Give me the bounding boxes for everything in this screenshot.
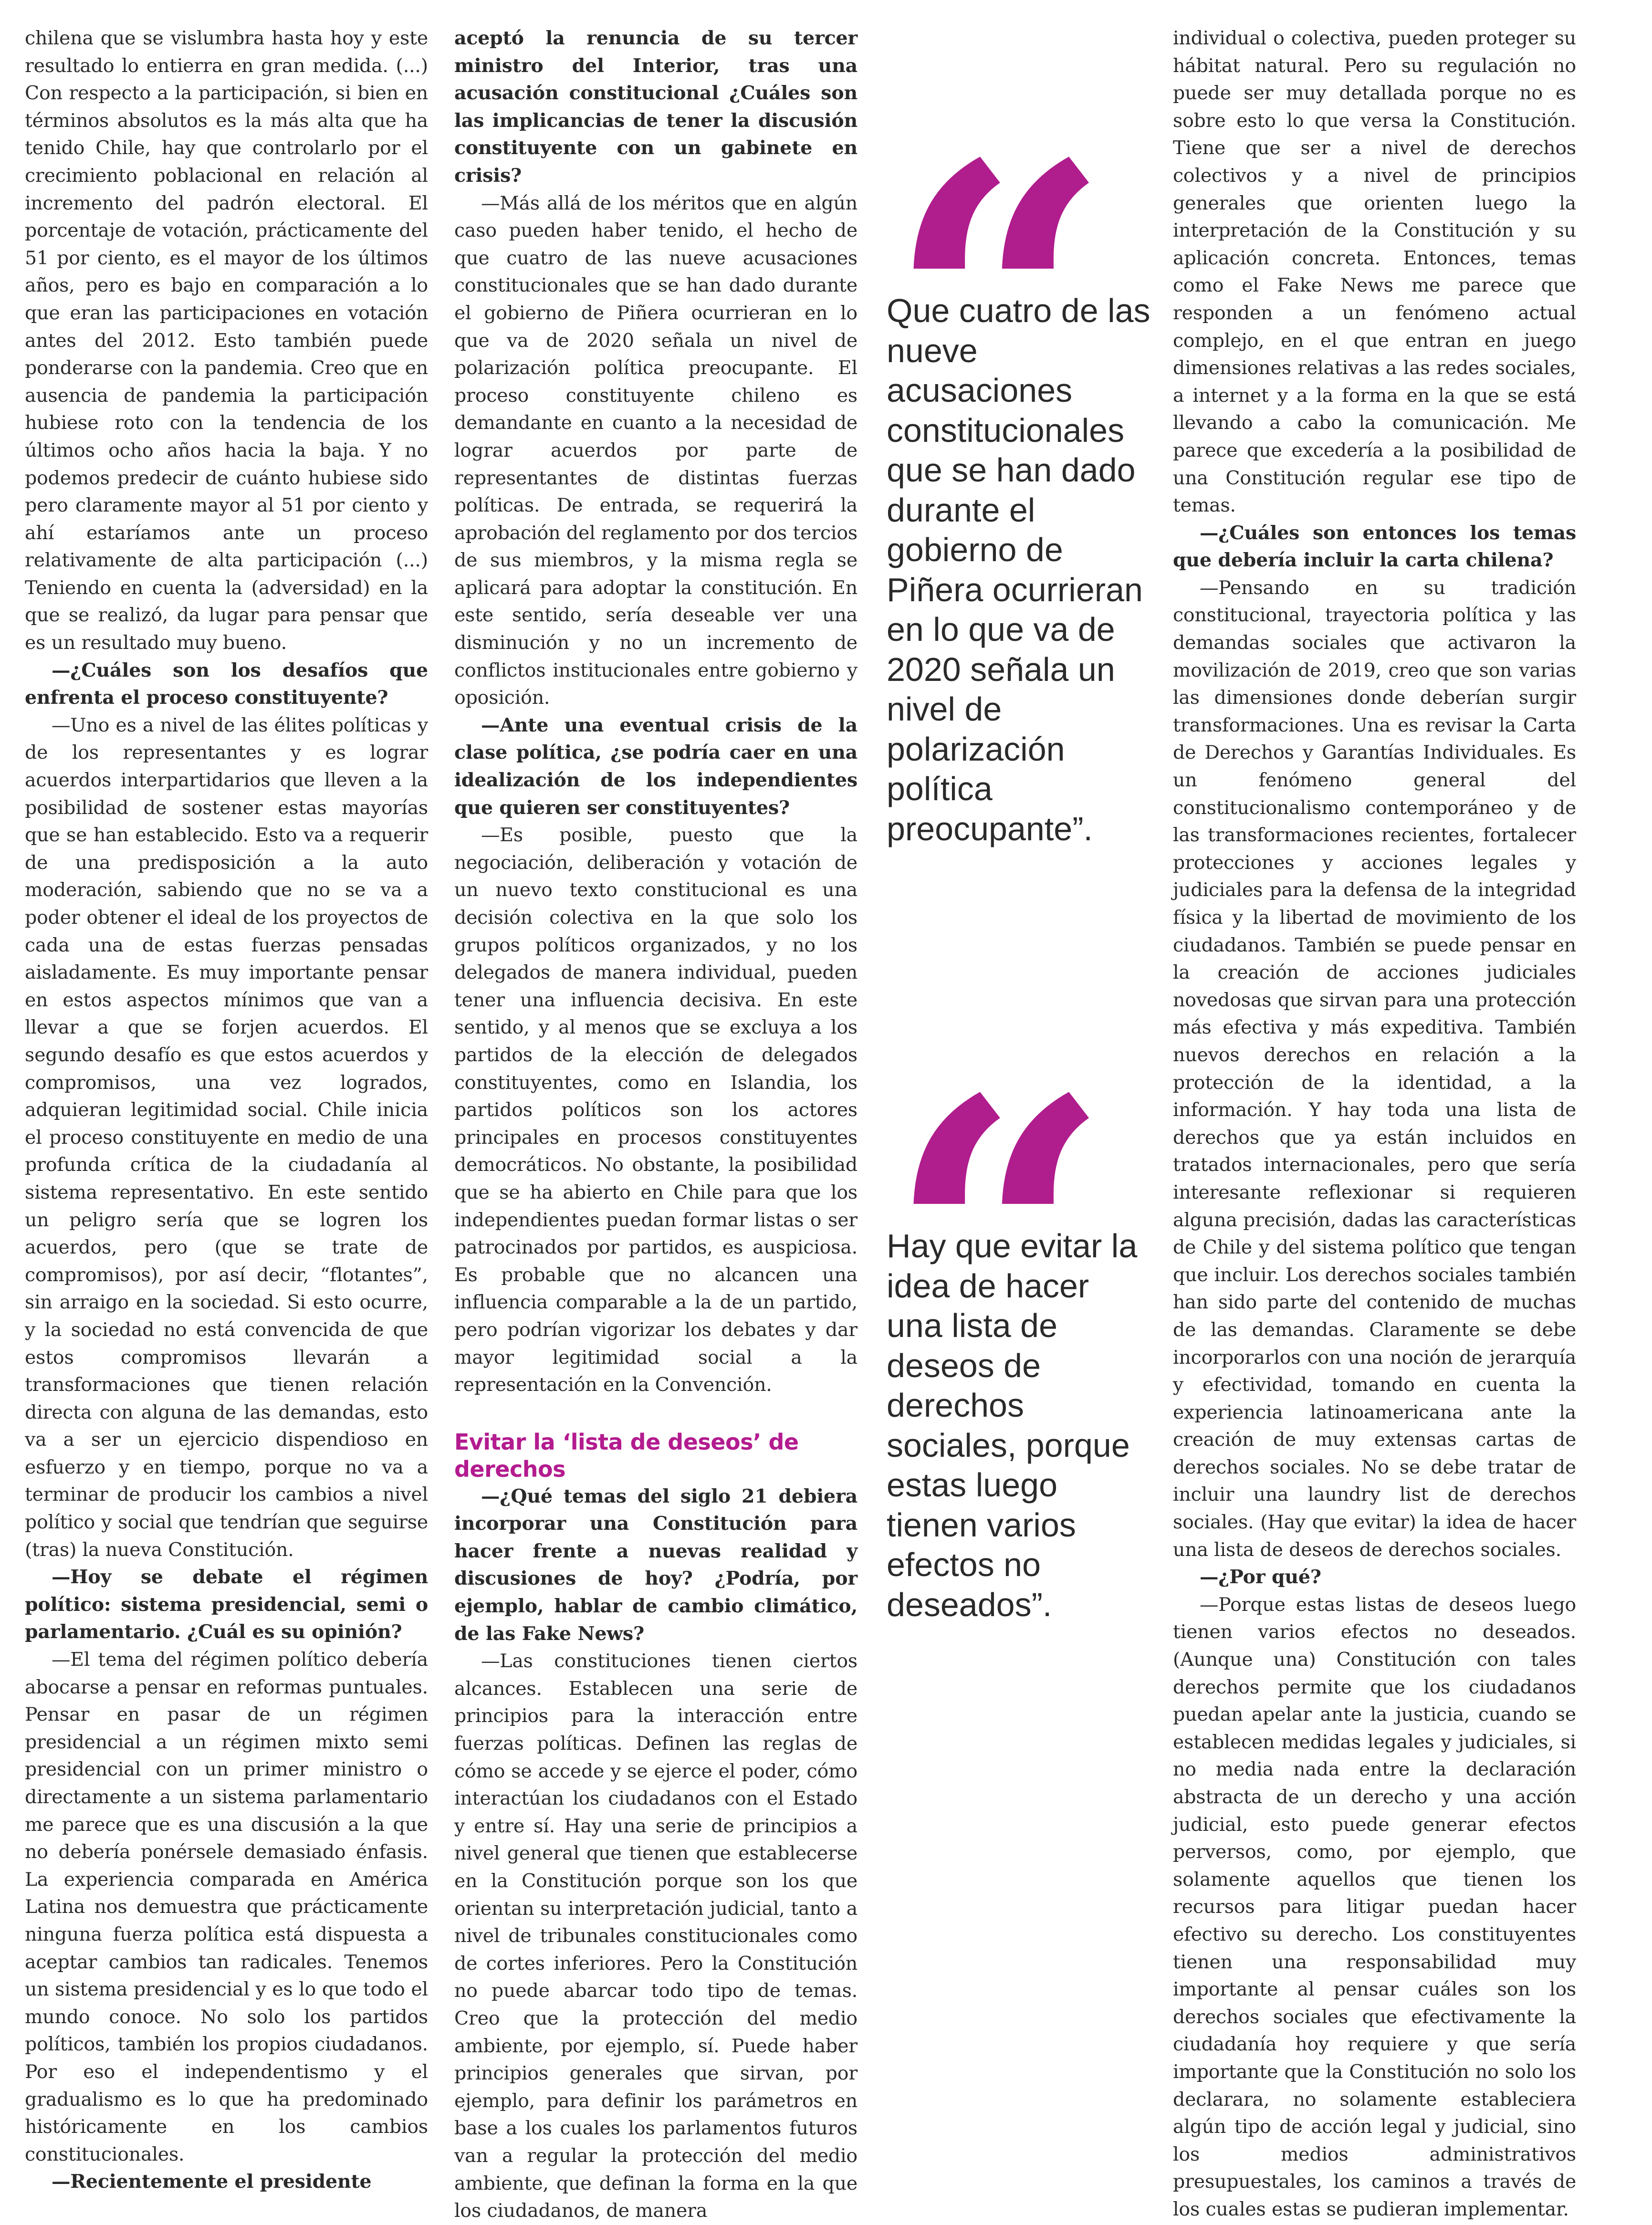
quotation-mark-icon [887,115,1154,291]
interview-answer: —Uno es a nivel de las élites políticas y de los representantes y es lograr acuerdos interpartidarios que lleven a la posibilidad de sostener estas mayorías que se han establecido. Esto va a requerir de una predisposición a la auto moderación, sabiendo que no se va a poder obtener el ideal de los proyectos de cada una de estas fuerzas pensadas aisladamente. Es muy importante pensar en estos aspectos mínimos que van a llevar a que se forjen acuerdos. El segundo desafío es que estos acuerdos y compromisos, una vez logrados, adquieran legitimidad social. Chile inicia el proceso constituyente en medio de una profunda crítica de la ciudadanía al sistema representativo. En este sentido un peligro sería que se logren los acuerdos, pero (que se trate de compromisos), por así decir, “flotantes”, sin arraigo en la sociedad. Si esto ocurre, y la sociedad no está convencida de que estos compromisos llevarán a transformaciones que tienen relación directa con alguna de las demandas, esto va a ser un ejercicio dispendioso en esfuerzo y en tiempo, porque no va a terminar de producir los cambios a nivel político y social que tendrían que seguirse (tras) la nueva Constitución. [25,714,428,1561]
interview-question: —Recientemente el presidente [52,2171,372,2193]
interview-answer: —Es posible, puesto que la negociación, deliberación y votación de un nuevo texto constitucional es una decisión colectiva en la que solo los grupos políticos organizados, y no los delegados de manera individual, pueden tener una influencia decisiva. En este sentido, y al menos que se excluya a los partidos de la elección de delegados constituyentes, como en Islandia, los partidos políticos son los actores principales en procesos constituyentes democráticos. No obstante, la posibilidad que se ha abierto en Chile para que los independientes puedan formar listas o ser patrocinados por partidos, es auspiciosa. Es probable que no alcancen una influencia comparable a la de un partido, pero podrían vigorizar los debates y dar mayor legitimidad social a la representación en la Convención. [454,824,857,1396]
interview-answer: —Las constituciones tienen ciertos alcances. Establecen una serie de principios para la interacción entre fuerzas políticas. Definen las reglas de cómo se accede y se ejerce el poder, cómo interactúan los ciudadanos con el Estado y entre sí. Hay una serie de principios a nivel general que tienen que establecerse en la Constitución porque son los que orientan su interpretación judicial, tanto a nivel de tribunales constitucionales como de cortes inferiores. Pero la Constitución no puede abarcar todo tipo de temas. Creo que la protección del medio ambiente, por ejemplo, sí. Puede haber principios generales que sirvan, por ejemplo, para definir los parámetros en base a los cuales los parlamentos futuros van a regular la protección del medio ambiente, que definan la forma en la que los ciudadanos, de manera [454,1650,857,2222]
pull-quote-2 [887,1050,1154,1625]
article-column-2 [454,25,857,2225]
interview-answer: —Pensando en su tradición constitucional, trayectoria política y las demandas sociales que activaron la movilización de 2019, creo que son varias las dimensiones donde deberían surgir transformaciones. Una es revisar la Carta de Derechos y Garantías Individuales. Es un fenómeno general del constitucionalismo contemporáneo y de las transformaciones recientes, fortalecer protecciones y acciones legales y judiciales para la defensa de la integridad física y la libertad de movimiento de los ciudadanos. También se puede pensar en la creación de acciones judiciales novedosas que sirvan para una protección más efectiva y más expeditiva. También nuevos derechos en relación a la protección de la identidad, a la información. Y hay toda una lista de derechos que ya están incluidos en tratados internacionales, pero que sería interesante reflexionar si requieren alguna precisión, dadas las características de Chile y del sistema político que tengan que incluir. Los derechos sociales también han sido parte del contenido de muchas de las demandas. Claramente se debe incorporarlos con una noción de jerarquía y efectividad, tomando en cuenta la experiencia latinoamericana ante la creación de muy extensas cartas de derechos sociales. No se debe tratar de incluir una laundry list de derechos sociales. (Hay que evitar) la idea de hacer una lista de deseos de derechos sociales. [1173,576,1576,1561]
interview-question: —¿Por qué? [1200,1566,1321,1588]
interview-question: aceptó la renuncia de su tercer ministro del Interior, tras una acusación constitucional ¿Cuáles son las implicancias de tener la discusión constituyente con un gabinete en crisis? [454,27,857,187]
paragraph: individual o colectiva, pueden proteger su hábitat natural. Pero su regulación no puede ser muy detallada porque no es sobre esto lo que versa la Constitución. Tiene que ser a nivel de derechos colectivos y a nivel de principios generales que orienten luego la interpretación de la Constitución y su aplicación concreta. Entonces, temas como el Fake News me parece que responden a un fenómeno actual complejo, en el que entran en juego dimensiones relativas a las redes sociales, a internet y a la forma en la que se está llevando a cabo la comunicación. Me parece que excedería a la posibilidad de una Constitución regular ese tipo de temas. [1173,27,1576,517]
article-column-1 [25,25,428,2196]
interview-answer: —El tema del régimen político debería abocarse a pensar en reformas puntuales. Pensar en pasar de un régimen presidencial a un régimen mixto semi presidencial con un primer ministro o directamente a un sistema parlamentario me parece que es una discusión a la que no debería ponérsele demasiado énfasis. La experiencia comparada en América Latina nos demuestra que prácticamente ninguna fuerza política está dispuesta a aceptar cambios tan radicales. Tenemos un sistema presidencial y es lo que todo el mundo conoce. No solo los partidos políticos, también los propios ciudadanos. Por eso el independentismo y el gradualismo es lo que ha predominado históricamente en los cambios constitucionales. [25,1649,428,2165]
pull-quote-1 [887,115,1154,849]
quotation-mark-icon [887,1050,1154,1226]
interview-answer: —Más allá de los méritos que en algún caso pueden haber tenido, el hecho de que cuatro de las nueve acusaciones constitucionales que se han dado durante el gobierno de Piñera ocurrieran en lo que va de 2020 señala un nivel de polarización política preocupante. El proceso constituyente chileno es demandante en cuanto a la necesidad de lograr acuerdos por parte de representantes de distintas fuerzas políticas. De entrada, se requerirá la aprobación del reglamento por dos tercios de sus miembros, y la misma regla se aplicará para adoptar la constitución. En este sentido, sería deseable ver una disminución y no un incremento de conflictos institucionales entre gobierno y oposición. [454,192,857,709]
pull-quote-text: Que cuatro de las nueve acusaciones constitucionales que se han dado durante el gobierno de Piñera ocurrieran en lo que va de 2020 señala un nivel de polarización política preocupante”. [887,292,1150,847]
pull-quote-text: Hay que evitar la idea de hacer una lista de deseos de derechos sociales, porque estas luego tienen varios efectos no deseados”. [887,1227,1138,1623]
interview-question: —¿Cuáles son entonces los temas que debería incluir la carta chilena? [1173,522,1576,572]
interview-question: —Hoy se debate el régimen político: sistema presidencial, semi o parlamentario. ¿Cuál es su opinión? [25,1566,428,1643]
interview-question: —¿Qué temas del siglo 21 debiera incorporar una Constitución para hacer frente a nuevas realidad y discusiones de hoy? ¿Podría, por ejemplo, hablar de cambio climático, de las Fake News? [454,1485,857,1645]
article-column-4 [1173,25,1576,2224]
paragraph: chilena que se vislumbra hasta hoy y este resultado lo entierra en gran medida. (...) Con respecto a la participación, si bien en términos absolutos es la más alta que ha tenido Chile, hay que controlarlo por el crecimiento poblacional en relación al incremento del padrón electoral. El porcentaje de votación, prácticamente del 51 por ciento, es el mayor de los últimos años, pero es bajo en comparación a lo que eran las participaciones en votación antes del 2012. Esto también puede ponderarse con la pandemia. Creo que en ausencia de pandemia la participación hubiese roto con la tendencia de los últimos ocho años hacia la baja. Y no podemos predecir de cuánto hubiese sido pero claramente mayor al 51 por ciento y ahí estaríamos ante un proceso relativamente de alta participación (...) Teniendo en cuenta la (adversidad) en la que se realizó, da lugar para pensar que es un resultado muy bueno. [25,27,428,654]
section-subheading: Evitar la ‘lista de deseos’ de derechos [454,1429,799,1482]
interview-question: —Ante una eventual crisis de la clase política, ¿se podría caer en una idealización de los independientes que quieren ser constituyentes? [454,714,857,819]
interview-question: —¿Cuáles son los desafíos que enfrenta el proceso constituyente? [25,659,428,709]
interview-answer: —Porque estas listas de deseos luego tienen varios efectos no deseados. (Aunque una) Constitución con tales derechos permite que los ciudadanos puedan apelar ante la justicia, cuando se establecen medidas legales y judiciales, si no media nada entre la declaración abstracta de un derecho y una acción judicial, esto puede generar efectos perversos, como, por ejemplo, que solamente aquellos que tienen los recursos para litigar puedan hacer efectivo su derecho. Los constituyentes tienen una responsabilidad muy importante al pensar cuáles son los derechos sociales que efectivamente la ciudadanía hoy requiere y que sería importante que la Constitución no solo los declarara, no solamente estableciera algún tipo de acción legal y judicial, sino los medios administrativos presupuestales, los caminos a través de los cuales estas se pudieran implementar. [1173,1593,1576,2220]
